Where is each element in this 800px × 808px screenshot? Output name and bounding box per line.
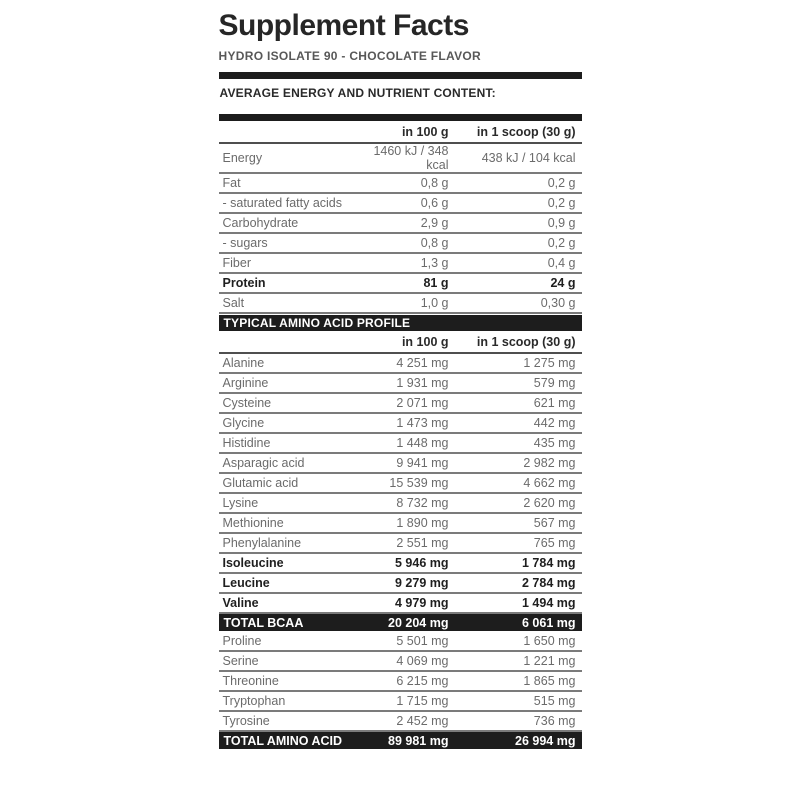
table-row [219, 193, 582, 213]
value-per-100g: 8 732 mg [359, 493, 451, 513]
value-per-scoop: 0,9 g [451, 213, 582, 233]
table-row [219, 631, 582, 651]
value-per-100g: 1460 kJ / 348 kcal [359, 143, 451, 173]
value-per-100g: 89 981 mg [359, 731, 451, 749]
value-per-scoop: 1 221 mg [451, 651, 582, 671]
table-row [219, 143, 582, 173]
value-per-100g: 1 931 mg [359, 373, 451, 393]
table-row [219, 613, 582, 631]
value-per-100g: 2 551 mg [359, 533, 451, 553]
value-per-100g: 0,8 g [359, 233, 451, 253]
row-label: TOTAL AMINO ACID [219, 731, 359, 749]
row-label: Asparagic acid [219, 453, 359, 473]
table-row [219, 513, 582, 533]
value-per-scoop: 1 784 mg [451, 553, 582, 573]
value-per-100g: 1 448 mg [359, 433, 451, 453]
nutrient-section-heading: AVERAGE ENERGY AND NUTRIENT CONTENT: [219, 86, 496, 100]
header-spacer [219, 331, 359, 353]
column-header-per-100g: in 100 g [359, 331, 451, 353]
value-per-100g: 4 251 mg [359, 353, 451, 373]
table-row [219, 453, 582, 473]
row-label: Salt [219, 293, 359, 313]
row-label: Arginine [219, 373, 359, 393]
value-per-100g: 4 069 mg [359, 651, 451, 671]
value-per-scoop: 2 982 mg [451, 453, 582, 473]
row-label: TOTAL BCAA [219, 613, 359, 631]
value-per-100g: 1,3 g [359, 253, 451, 273]
amino-acid-table [219, 331, 582, 749]
column-header-per-100g: in 100 g [359, 121, 451, 143]
value-per-scoop: 438 kJ / 104 kcal [451, 143, 582, 173]
table-row [219, 731, 582, 749]
value-per-100g: 20 204 mg [359, 613, 451, 631]
value-per-scoop: 1 494 mg [451, 593, 582, 613]
table-header-row [219, 331, 582, 353]
row-label: Protein [219, 273, 359, 293]
value-per-scoop: 0,4 g [451, 253, 582, 273]
value-per-scoop: 0,30 g [451, 293, 582, 313]
value-per-scoop: 567 mg [451, 513, 582, 533]
table-row [219, 651, 582, 671]
value-per-100g: 9 941 mg [359, 453, 451, 473]
value-per-100g: 1 473 mg [359, 413, 451, 433]
table-row [219, 671, 582, 691]
row-label: Cysteine [219, 393, 359, 413]
value-per-100g: 0,8 g [359, 173, 451, 193]
value-per-100g: 9 279 mg [359, 573, 451, 593]
table-row [219, 533, 582, 553]
value-per-scoop: 442 mg [451, 413, 582, 433]
value-per-scoop: 765 mg [451, 533, 582, 553]
column-header-per-scoop: in 1 scoop (30 g) [451, 121, 582, 143]
table-row [219, 293, 582, 313]
value-per-100g: 1 890 mg [359, 513, 451, 533]
row-label: - saturated fatty acids [219, 193, 359, 213]
value-per-scoop: 621 mg [451, 393, 582, 413]
value-per-scoop: 1 650 mg [451, 631, 582, 651]
row-label: Fat [219, 173, 359, 193]
value-per-scoop: 0,2 g [451, 233, 582, 253]
column-header-per-scoop: in 1 scoop (30 g) [451, 331, 582, 353]
value-per-100g: 5 501 mg [359, 631, 451, 651]
row-label: Serine [219, 651, 359, 671]
table-row [219, 691, 582, 711]
row-label: Glutamic acid [219, 473, 359, 493]
table-row [219, 213, 582, 233]
value-per-100g: 1,0 g [359, 293, 451, 313]
row-label: Carbohydrate [219, 213, 359, 233]
value-per-scoop: 24 g [451, 273, 582, 293]
value-per-scoop: 0,2 g [451, 193, 582, 213]
value-per-scoop: 26 994 mg [451, 731, 582, 749]
table-row [219, 393, 582, 413]
row-label: Leucine [219, 573, 359, 593]
table-row [219, 273, 582, 293]
supplement-facts-label [219, 8, 582, 749]
value-per-100g: 81 g [359, 273, 451, 293]
row-label: Tyrosine [219, 711, 359, 731]
value-per-scoop: 4 662 mg [451, 473, 582, 493]
value-per-scoop: 0,2 g [451, 173, 582, 193]
value-per-scoop: 1 865 mg [451, 671, 582, 691]
value-per-scoop: 1 275 mg [451, 353, 582, 373]
table-row [219, 233, 582, 253]
value-per-100g: 4 979 mg [359, 593, 451, 613]
table-row [219, 493, 582, 513]
row-label: Energy [219, 143, 359, 173]
value-per-scoop: 579 mg [451, 373, 582, 393]
table-row [219, 573, 582, 593]
row-label: Lysine [219, 493, 359, 513]
value-per-scoop: 736 mg [451, 711, 582, 731]
row-label: Glycine [219, 413, 359, 433]
value-per-scoop: 2 784 mg [451, 573, 582, 593]
row-label: Histidine [219, 433, 359, 453]
table-row [219, 593, 582, 613]
product-subtitle: HYDRO ISOLATE 90 - CHOCOLATE FLAVOR [218, 49, 482, 63]
table-row [219, 353, 582, 373]
row-label: Fiber [219, 253, 359, 273]
row-label: - sugars [219, 233, 359, 253]
row-label: Alanine [219, 353, 359, 373]
value-per-100g: 6 215 mg [359, 671, 451, 691]
amino-section-heading: TYPICAL AMINO ACID PROFILE [219, 315, 582, 331]
table-row [219, 473, 582, 493]
table-row [219, 711, 582, 731]
value-per-scoop: 2 620 mg [451, 493, 582, 513]
table-row [219, 373, 582, 393]
table-row [219, 433, 582, 453]
row-label: Valine [219, 593, 359, 613]
value-per-scoop: 515 mg [451, 691, 582, 711]
value-per-100g: 0,6 g [359, 193, 451, 213]
row-label: Threonine [219, 671, 359, 691]
divider-bar [219, 72, 582, 79]
value-per-scoop: 435 mg [451, 433, 582, 453]
value-per-100g: 2,9 g [359, 213, 451, 233]
header-spacer [219, 121, 359, 143]
row-label: Methionine [219, 513, 359, 533]
row-label: Tryptophan [219, 691, 359, 711]
table-row [219, 553, 582, 573]
value-per-100g: 1 715 mg [359, 691, 451, 711]
value-per-100g: 15 539 mg [359, 473, 451, 493]
table-row [219, 173, 582, 193]
table-row [219, 413, 582, 433]
row-label: Isoleucine [219, 553, 359, 573]
page-title: Supplement Facts [218, 9, 469, 42]
row-label: Phenylalanine [219, 533, 359, 553]
value-per-100g: 5 946 mg [359, 553, 451, 573]
value-per-scoop: 6 061 mg [451, 613, 582, 631]
row-label: Proline [219, 631, 359, 651]
table-header-row [219, 121, 582, 143]
value-per-100g: 2 071 mg [359, 393, 451, 413]
nutrient-table [219, 121, 582, 314]
divider-bar [219, 114, 582, 121]
table-row [219, 253, 582, 273]
value-per-100g: 2 452 mg [359, 711, 451, 731]
